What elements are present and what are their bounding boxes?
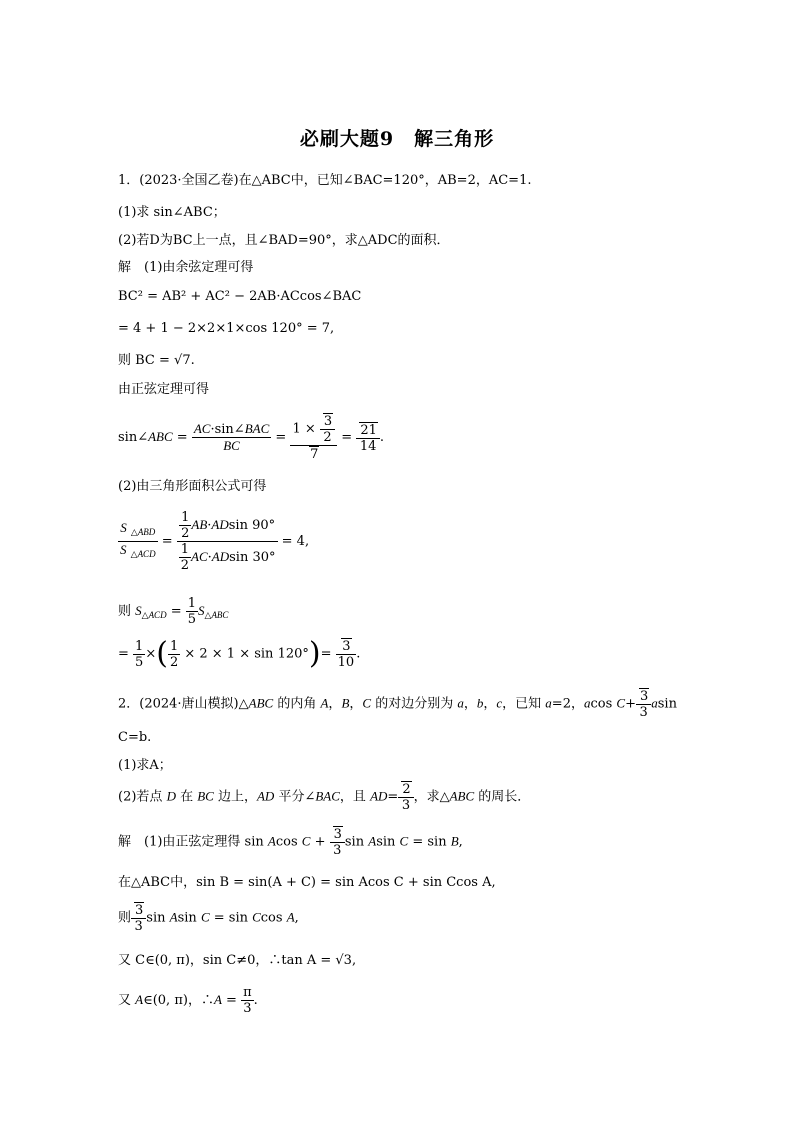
problem1-eq-substitution: = 4 + 1 − 2×2×1×cos 120° = 7,	[118, 321, 335, 336]
problem1-question2: (2)若D为BC上一点，且∠BAD=90°，求△ADC的面积．	[118, 233, 450, 248]
problem1-eq-area-ratio: $\frac{S _{\triangle ABD}}{S _{\triangle ACD}}$ = $\frac{1}{2}$ AB·ADsin 90° $\frac{1}{2}$ AC·ADsin 30° = 4,	[120, 510, 310, 573]
problem2-solution-step5: 又 A∈(0, π)，∴A = $\frac{\pi}{3}$ .	[118, 985, 258, 1016]
page-title: 必刷大题9 解三角形	[299, 128, 495, 150]
problem1-stem: 1．(2023·全国乙卷)在△ABC中，已知∠BAC=120°，AB=2，AC=1.	[118, 173, 532, 188]
problem1-eq-sin-abc: sin∠ABC = $\frac{\text{AC·sin∠BAC}}{BC}$ = 1 × $\frac{3}{2}$ 7 = $\frac{21}{14}$ .	[118, 414, 385, 462]
problem2-stem-line1: 2．(2024·唐山模拟)△ABC 的内角 A，B，C 的对边分别为 a，b，c，已知 a=2，acos C+ $\frac{3}{3}$ asin	[118, 689, 677, 720]
problem1-solution-heading: 解 (1)由余弦定理可得	[118, 260, 254, 275]
problem1-question1: (1)求 sin∠ABC；	[118, 205, 226, 220]
problem1-sine-law-heading: 由正弦定理可得	[118, 382, 210, 397]
problem1-eq-final: = $\frac{1}{5}$ ×( $\frac{1}{2}$ × 2 × 1 × sin 120°)= $\frac{3}{10}$ .	[118, 636, 361, 671]
problem2-solution-step2: 在△ABC中，sin B = sin(A + C) = sin Acos C + sin Ccos A,	[118, 875, 496, 890]
problem1-eq-bc: 则 BC = √7.	[118, 353, 195, 368]
problem2-question2: (2)若点 D 在 BC 边上，AD 平分∠BAC，且 AD= $\frac{2}{3}$ ，求△ABC 的周长．	[118, 782, 531, 813]
problem2-stem-line2: C=b.	[118, 730, 152, 745]
problem2-solution-step3: 则 $\frac{3}{3}$ sin Asin C = sin Ccos A,	[118, 903, 299, 934]
problem1-part2-heading: (2)由三角形面积公式可得	[118, 479, 267, 494]
problem1-eq-acd-area: 则 $S_{\triangle ACD}$ = $\frac{1}{5}$ $S_{\triangle ABC}$	[118, 596, 229, 627]
problem2-solution-step1: 解 (1)由正弦定理得 sin Acos C + $\frac{3}{3}$ sin Asin C = sin B,	[118, 827, 463, 858]
problem1-eq-cosine-law: BC² = AB² + AC² − 2AB·ACcos∠BAC	[118, 289, 362, 304]
problem2-question1: (1)求A；	[118, 758, 172, 773]
problem2-solution-step4: 又 C∈(0, π)，sin C≠0，∴tan A = √3,	[118, 953, 357, 968]
